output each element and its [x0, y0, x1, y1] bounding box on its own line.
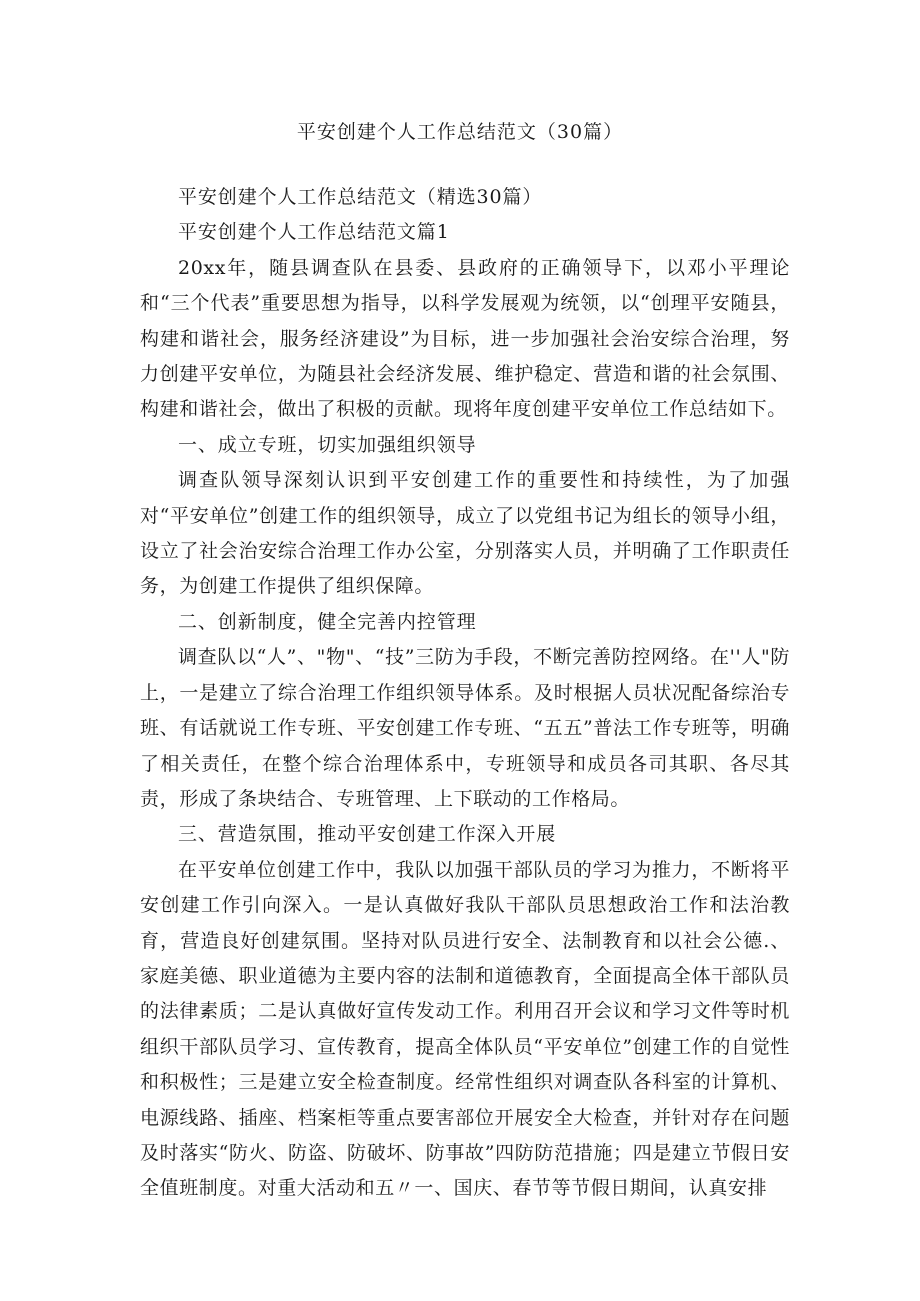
article-heading: 平安创建个人工作总结范文篇1: [178, 221, 450, 244]
document-title: 平安创建个人工作总结范文（30篇）: [296, 121, 624, 143]
paragraph-section-2: 调查队以“人”、"物"、“技”三防为手段，不断完善防控网络。在''人"防上，一是建立了综合治理工作组织领导体系。及时根据人员状况配备综治专班、有话就说工作专班、平安创建工作专班、“五五”普法工作专班等，明确了相关责任，在整个综合治理体系中，专班领导和成员各司其职、各尽其责，形成了条块结合、专班管理、上下联动的工作格局。: [140, 646, 790, 810]
document-body: [140, 180, 790, 1207]
section-heading-3: 三、营造氛围，推动平安创建工作深入开展: [178, 823, 557, 846]
section-heading-1: 一、成立专班，切实加强组织领导: [178, 433, 477, 456]
section-heading-2: 二、创新制度，健全完善内控管理: [178, 610, 477, 633]
paragraph-intro: 20xx年，随县调查队在县委、县政府的正确领导下，以邓小平理论和“三个代表”重要思想为指导，以科学发展观为统领，以“创理平安随县，构建和谐社会，服务经济建设”为目标，进一步加强社会治安综合治理，努力创建平安单位，为随县社会经济发展、维护稳定、营造和谐的社会氛围、构建和谐社会，做出了积极的贡献。现将年度创建平安单位工作总结如下。: [140, 256, 790, 421]
paragraph-section-1: 调查队领导深刻认识到平安创建工作的重要性和持续性，为了加强对“平安单位”创建工作的组织领导，成立了以党组书记为组长的领导小组，设立了社会治安综合治理工作办公室，分别落实人员，并明确了工作职责任务，为创建工作提供了组织保障。: [140, 469, 790, 598]
paragraph-section-3: 在平安单位创建工作中，我队以加强干部队员的学习为推力，不断将平安创建工作引向深入。一是认真做好我队干部队员思想政治工作和法治教育，营造良好创建氛围。坚持对队员进行安全、法制教育和以社会公德.、家庭美德、职业道德为主要内容的法制和道德教育，全面提高全体干部队员的法律素质；二是认真做好宣传发动工作。利用召开会议和学习文件等时机组织干部队员学习、宣传教育，提高全体队员“平安单位”创建工作的自觉性和积极性；三是建立安全检查制度。经常性组织对调查队各科室的计算机、电源线路、插座、档案柜等重点要害部位开展安全大检查，并针对存在问题及时落实“防火、防盗、防破坏、防事故”四防防范措施；四是建立节假日安全值班制度。对重大活动和五〃一、国庆、春节等节假日期间，认真安排: [140, 858, 790, 1200]
document-subtitle: 平安创建个人工作总结范文（精选30篇）: [178, 186, 543, 208]
